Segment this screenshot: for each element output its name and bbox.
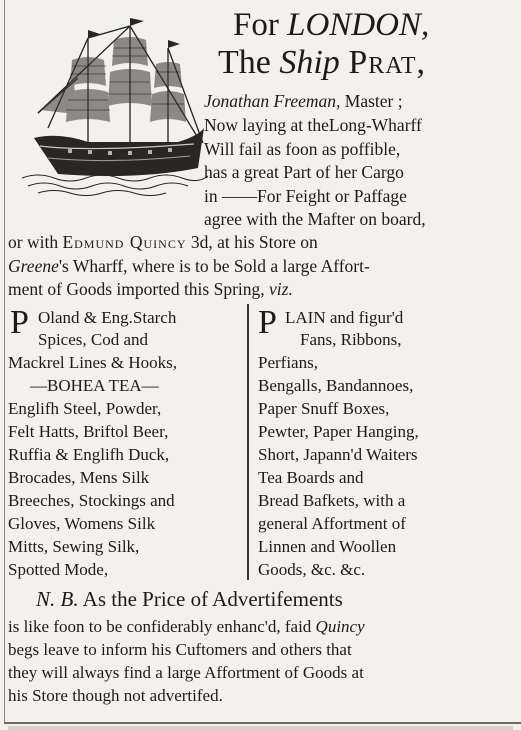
left-column-line: Gloves, Womens Silk (8, 514, 156, 533)
body-line: Will fail as foon as poffible, (204, 139, 401, 159)
right-column-line: Tea Boards and (258, 468, 364, 487)
right-column-line: Perfians, (258, 353, 318, 372)
nb-text: As the Price of Advertifements (78, 587, 343, 611)
right-column-line: Bread Bafkets, with a (258, 491, 406, 510)
notice-line (8, 618, 365, 635)
body-line: in ——For Feight or Paffage (204, 186, 407, 206)
left-column-line: Breeches, Stockings and (8, 491, 175, 510)
imported-viz: viz. (269, 279, 293, 299)
right-column-line: Short, Japann'd Waiters (258, 445, 418, 464)
wharf-line (8, 258, 370, 276)
left-column-line: Ruffia & Englifh Duck, (8, 445, 170, 464)
heading-ship-word: Ship (279, 44, 340, 81)
notice-line-text: is like foon to be confiderably enhanc'd, faid (8, 617, 316, 636)
store-line-end: 3d, at his Store on (186, 232, 318, 252)
left-column-line: Spices, Cod and (38, 330, 149, 349)
heading-city: LONDON, (287, 7, 430, 43)
store-line (8, 234, 318, 252)
left-column-line: Mitts, Sewing Silk, (8, 537, 140, 556)
left-margin-rule (4, 0, 5, 722)
right-column-line: general Affortment of (258, 514, 406, 533)
left-column-line: Felt Hatts, Briftol Beer, (8, 422, 169, 441)
sailing-ship-icon (18, 18, 208, 196)
body-line: agree with the Mafter on board, (204, 209, 426, 229)
left-column-line: Spotted Mode, (8, 560, 109, 579)
imported-text: ment of Goods imported this Spring, (8, 279, 270, 299)
nb-line (36, 589, 343, 610)
right-column-line: Linnen and Woollen (258, 537, 397, 556)
right-column-line: Fans, Ribbons, (300, 330, 402, 349)
left-column-line: Englifh Steel, Powder, (8, 399, 162, 418)
right-column-line: LAIN and figur'd (285, 308, 404, 327)
right-drop-letter: P (258, 304, 277, 341)
notice-line: they will always find a large Affortment of Goods at (8, 663, 364, 682)
right-column-line: Paper Snuff Boxes, (258, 399, 390, 418)
left-column-line: —BOHEA TEA— (30, 376, 159, 395)
nb-label: N. B. (36, 587, 79, 611)
heading-the: The (218, 44, 280, 81)
right-column-line: Pewter, Paper Hanging, (258, 422, 419, 441)
left-column-line: Mackrel Lines & Hooks, (8, 353, 178, 372)
notice-name: Quincy (315, 617, 365, 636)
heading-ship (218, 46, 426, 80)
store-person: Edmund Quincy (62, 232, 187, 252)
master-title: Master ; (340, 91, 403, 111)
notice-line: his Store though not advertifed. (8, 686, 223, 705)
wharf-rest: 's Wharff, where is to be Sold a large Affort- (58, 256, 370, 276)
body-line: has a great Part of her Cargo (204, 162, 404, 182)
notice-line: begs leave to inform his Cuftomers and others that (8, 640, 352, 659)
body-line: Now laying at theLong-Wharff (204, 115, 422, 135)
right-column-line: Goods, &c. &c. (258, 560, 366, 579)
next-column-bleed (8, 726, 513, 730)
heading-for: For (233, 7, 288, 43)
heading-destination (233, 9, 429, 42)
left-drop-letter: P (10, 304, 29, 341)
wharf-name: Greene (8, 256, 59, 276)
master-line (204, 93, 403, 111)
imported-line (8, 281, 293, 299)
left-column-line: Brocades, Mens Silk (8, 468, 150, 487)
master-name: Jonathan Freeman, (204, 91, 341, 111)
bottom-rule (4, 722, 521, 724)
right-column-line: Bengalls, Bandannoes, (258, 376, 414, 395)
store-line-start: or with (8, 232, 63, 252)
left-column-line: Oland & Eng.Starch (38, 308, 177, 327)
column-divider (247, 304, 249, 580)
heading-ship-name: Prat, (348, 44, 427, 81)
